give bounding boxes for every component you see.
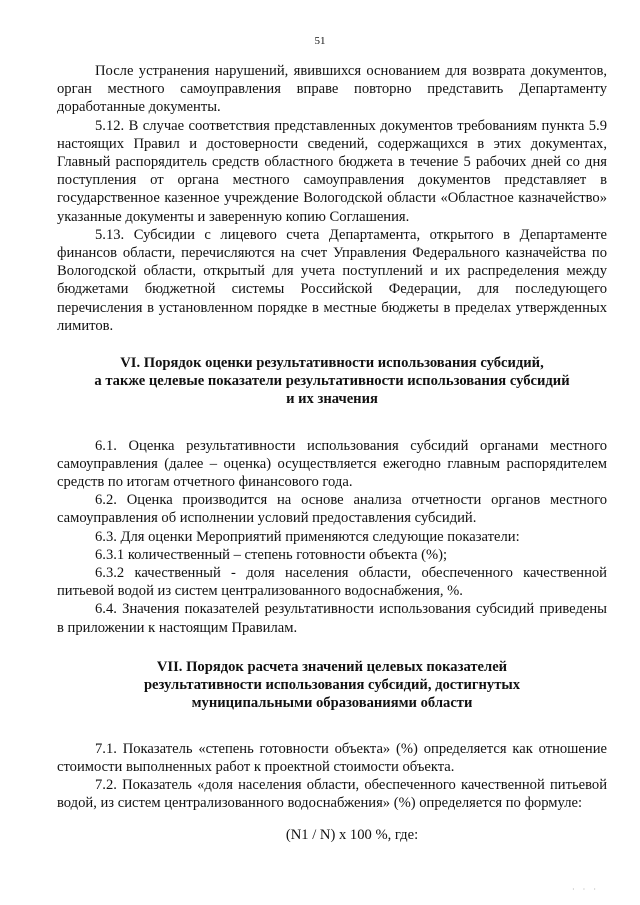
section-7-heading-line: результативности использования субсидий, достигнутых xyxy=(143,677,521,694)
paragraph-6-4: 6.4. Значения показателей результативности использования субсидий приведены в приложении к настоящим Правилам. xyxy=(57,601,607,636)
paragraph-6-3: 6.3. Для оценки Мероприятий применяются следующие показатели: xyxy=(95,528,520,545)
section-7-heading-line: муниципальными образованиями области xyxy=(191,695,473,712)
section-6-heading-line: и их значения xyxy=(286,391,378,408)
section-7-heading xyxy=(57,658,607,713)
formula: (N1 / N) х 100 %, где: xyxy=(285,827,419,844)
paragraph-6-2: 6.2. Оценка производится на основе анализа отчетности органов местного самоуправления об исполнении условий предоставления субсидий. xyxy=(57,492,607,527)
section-6-heading xyxy=(57,354,607,409)
section-6-heading-line: а также целевые показатели результативности использования субсидий xyxy=(94,373,570,390)
paragraph-6-3-1: 6.3.1 количественный – степень готовности объекта (%); xyxy=(95,546,448,563)
paragraph-7-2: 7.2. Показатель «доля населения области, обеспеченного качественной питьевой водой, из систем централизованного водоснабжения» (%) определяется по формуле: xyxy=(57,776,607,812)
document-body xyxy=(57,62,607,845)
paragraph-resubmission: После устранения нарушений, явившихся основанием для возврата документов, орган местного самоуправления вправе повторно представить Департаменту доработанные документы. xyxy=(57,63,607,116)
section-7-heading-line: VII. Порядок расчета значений целевых показателей xyxy=(156,658,508,675)
paragraph-6-3-2: 6.3.2 качественный - доля населения области, обеспеченного качественной питьевой водой из систем централизованного водоснабжения, %. xyxy=(57,565,607,600)
paragraph-6-1: 6.1. Оценка результативности использования субсидий органами местного самоуправления (далее – оценка) осуществляется ежегодно главным распорядителем средств по итогам отчетного финансового года. xyxy=(57,437,607,491)
scan-artifact-mark: · · · xyxy=(572,885,599,894)
section-6-heading-line: VI. Порядок оценки результативности использования субсидий, xyxy=(120,355,544,372)
paragraph-7-1: 7.1. Показатель «степень готовности объекта» (%) определяется как отношение стоимости выполненных работ к проектной стоимости объекта. xyxy=(57,740,607,775)
paragraph-5-12: 5.12. В случае соответствия представленных документов требованиям пункта 5.9 настоящих Правил и достоверности сведений, содержащихся в этих документах, Главный распорядитель средств областного бюджета в течение 5 рабочих дней со дня поступления от органа местного самоуправления документов представляет в государственное казенное учреждение Вологодской области «Областное казначейство» указанные документы и заверенную копию Соглашения. xyxy=(57,117,607,225)
page-number: 51 xyxy=(314,35,326,47)
paragraph-5-13: 5.13. Субсидии с лицевого счета Департамента, открытого в Департаменте финансов области, перечисляются на счет Управления Федерального казначейства по Вологодской области, открытый для учета поступлений и их распределения между бюджетами бюджетной системы Российской Федерации, для последующего перечисления в установленном порядке в местные бюджеты в пределах утвержденных лимитов. xyxy=(57,226,607,334)
